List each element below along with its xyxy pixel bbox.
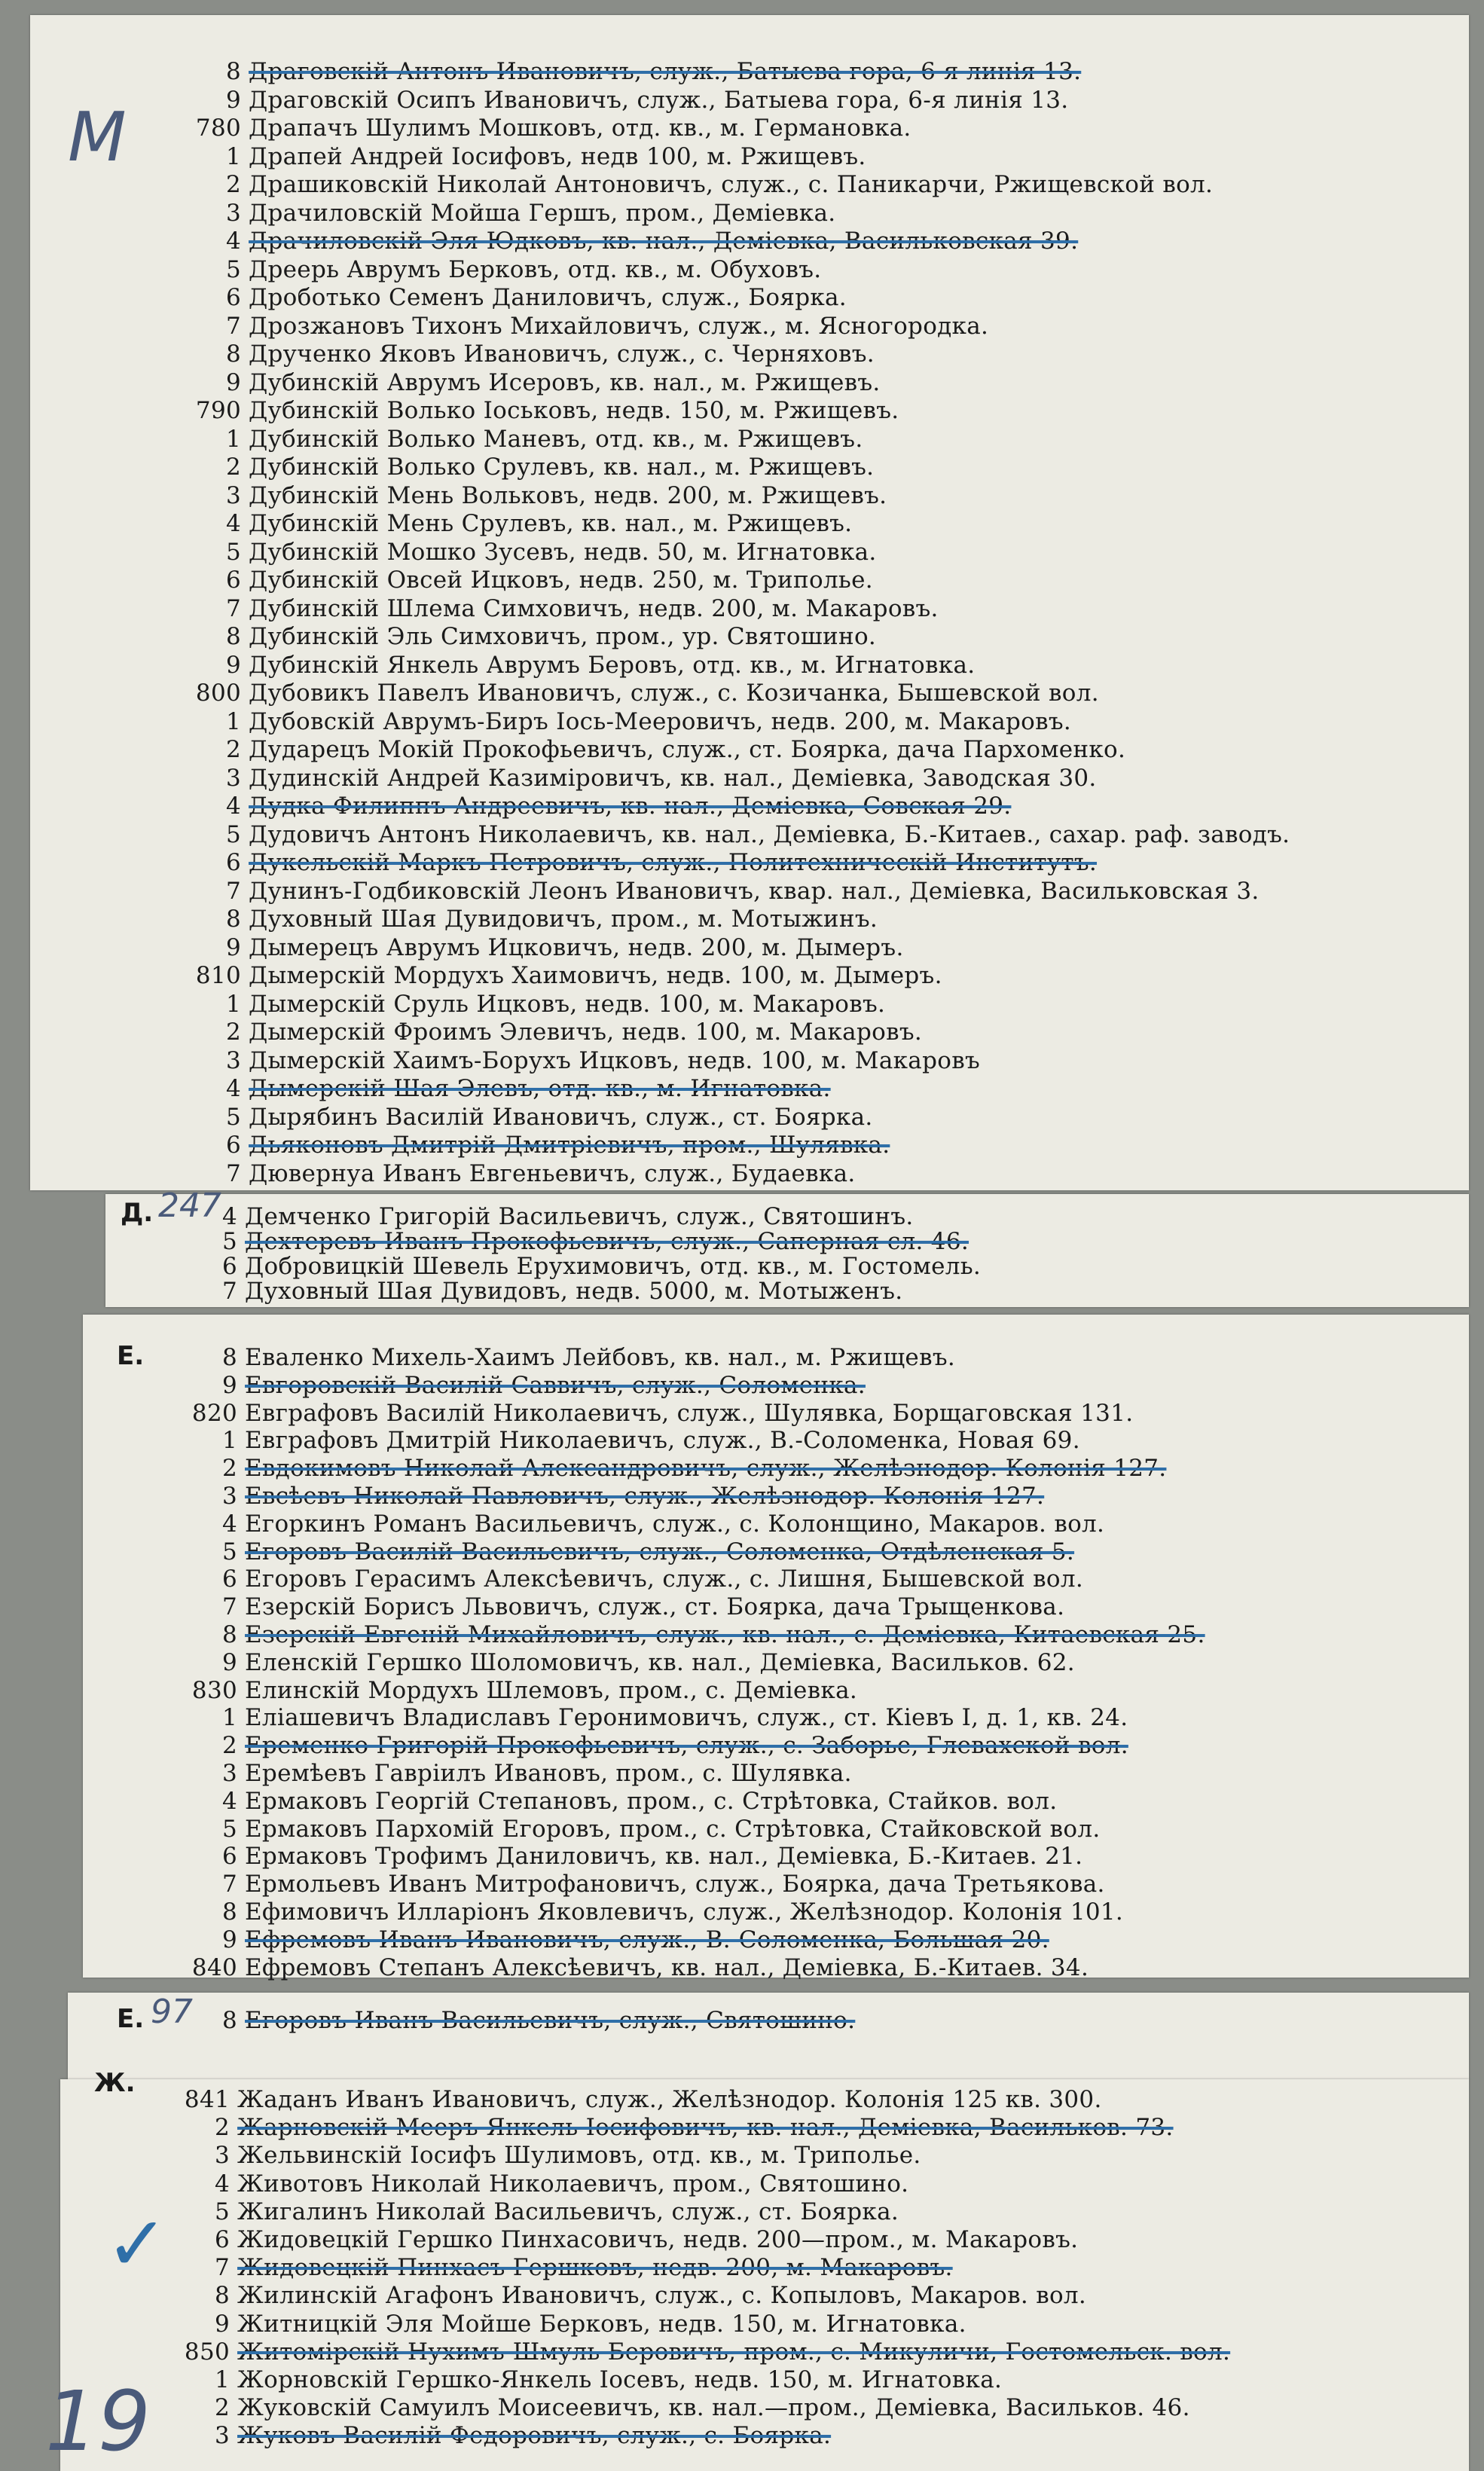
entry-number: 841: [184, 2086, 230, 2113]
check-mark: ✓: [105, 2200, 169, 2288]
entry-text: Дунинъ-Годбиковскій Леонъ Ивановичъ, квар. нал., Деміевка, Васильковская 3.: [249, 877, 1260, 905]
entry-text: Дымерскій Фроимъ Элевичъ, недв. 100, м. Макаровъ.: [249, 1019, 923, 1046]
entry-text: Драговскій Антонъ Ивановичъ, служ., Батыева гора, 6-я линія 13.: [249, 58, 1082, 85]
entry-text: Жуковъ Василій Федоровичъ, служ., с. Боярка.: [237, 2422, 832, 2450]
directory-entry: [173, 172, 1213, 198]
entry-number: 5: [214, 2198, 230, 2225]
entry-number: 8: [221, 1621, 237, 1648]
entry-text: Дудовичъ Антонъ Николаевичъ, кв. нал., Деміевка, Б.-Китаев., сахар. раф. заводъ.: [249, 820, 1290, 848]
entry-number: 6: [221, 1253, 237, 1280]
entry-text: Демченко Григорій Васильевичъ, служ., Святошинъ.: [245, 1203, 914, 1230]
entry-number: 6: [214, 2226, 230, 2253]
entry-number: 1: [214, 2366, 230, 2393]
entry-text: Дрозжановъ Тихонъ Михайловичъ, служ., м. Ясногородка.: [249, 312, 989, 340]
entry-number: 7: [225, 594, 241, 622]
entry-number: 6: [225, 284, 241, 311]
entry-number: 4: [225, 228, 241, 255]
directory-entry: [173, 228, 1078, 255]
directory-entry: [169, 1345, 955, 1371]
entry-number: 4: [225, 1075, 241, 1102]
entry-text: Дьяконовъ Дмитрій Дмитріевичъ, пром., Шулявка.: [249, 1132, 890, 1159]
directory-entry: [169, 1871, 1105, 1898]
entry-text: Дудинскій Андрей Казиміровичъ, кв. нал., Деміевка, Заводская 30.: [249, 764, 1097, 792]
entry-text: Жилинскій Агафонъ Ивановичъ, служ., с. Копыловъ, Макаров. вол.: [237, 2282, 1087, 2310]
directory-entry: [173, 1161, 856, 1187]
entry-text: Драпей Андрей Іосифовъ, недв 100, м. Ржищевъ.: [249, 142, 866, 170]
directory-entry: [173, 200, 835, 227]
entry-text: Дукельскій Маркъ Петровичъ, служ., Политехническій Институтъ.: [249, 849, 1098, 876]
handwritten-note-d: 247: [158, 1187, 221, 1225]
directory-entry: [169, 1705, 1128, 1731]
entry-number: 7: [225, 877, 241, 905]
entry-text: Дубинскій Мошко Зусевъ, недв. 50, м. Игнатовка.: [249, 538, 877, 566]
entry-number: 5: [225, 1103, 241, 1131]
entry-text: Духовный Шая Дувидовъ, недв. 5000, м. Мотыженъ.: [245, 1278, 903, 1305]
entry-text: Драшиковскій Николай Антоновичъ, служ., с. Паникарчи, Ржищевской вол.: [249, 171, 1214, 198]
page-sheet-addendum-e: [68, 1993, 1469, 2079]
entry-number: 8: [221, 2007, 237, 2034]
directory-entry: [169, 2008, 855, 2034]
entry-number: 3: [214, 2142, 230, 2170]
entry-number: 7: [225, 312, 241, 340]
entry-text: Евграфовъ Василій Николаевичъ, служ., Шулявка, Борщаговская 131.: [245, 1399, 1134, 1427]
entry-text: Дымерскій Хаимъ-Борухъ Ицковъ, недв. 100, м. Макаровъ: [249, 1046, 980, 1074]
directory-entry: [162, 2143, 921, 2169]
directory-entry: [162, 2171, 908, 2198]
directory-entry: [173, 59, 1081, 85]
directory-entry: [173, 850, 1097, 876]
directory-entry: [169, 1927, 1049, 1953]
entry-text: Ермаковъ Георгій Степановъ, пром., с. Стрѣтовка, Стайков. вол.: [245, 1787, 1058, 1815]
entry-number: 8: [225, 341, 241, 368]
entry-number: 810: [195, 962, 241, 989]
handwritten-note-e: 97: [151, 1993, 193, 2031]
directory-entry: [169, 1278, 902, 1305]
entry-text: Жидовецкій Гершко Пинхасовичъ, недв. 200—пром., м. Макаровъ.: [237, 2226, 1079, 2253]
entry-text: Дырябинъ Василій Ивановичъ, служ., ст. Боярка.: [249, 1103, 873, 1131]
entry-number: 8: [214, 2282, 230, 2310]
entry-number: 9: [225, 933, 241, 961]
entry-number: 820: [191, 1399, 237, 1427]
directory-entry: [173, 341, 875, 368]
directory-entry: [173, 454, 874, 481]
directory-entry: [173, 963, 942, 989]
entry-number: 8: [221, 1344, 237, 1371]
entry-number: 790: [195, 397, 241, 424]
directory-entry: [169, 1843, 1082, 1870]
entry-text: Добровицкій Шевель Ерухимовичъ, отд. кв., м. Гостомель.: [245, 1253, 982, 1280]
directory-entry: [173, 539, 877, 566]
entry-number: 7: [225, 1159, 241, 1187]
entry-number: 2: [221, 1455, 237, 1483]
directory-entry: [173, 483, 887, 509]
entry-number: 3: [225, 199, 241, 227]
directory-entry: [173, 115, 911, 142]
entry-text: Дудка Филиппъ Андреевичъ, кв. нал., Деміевка, Совская 29.: [249, 793, 1012, 820]
entry-number: 9: [214, 2310, 230, 2338]
entry-number: 9: [225, 651, 241, 679]
entry-text: Дреерь Аврумъ Берковъ, отд. кв., м. Обуховъ.: [249, 255, 822, 283]
entry-number: 9: [221, 1926, 237, 1953]
directory-entry: [173, 991, 885, 1018]
directory-entry: [173, 285, 847, 311]
directory-entry: [169, 1733, 1128, 1759]
entry-text: Дударецъ Мокій Прокофьевичъ, служ., ст. Боярка, дача Пархоменко.: [249, 736, 1126, 763]
entry-number: 1: [225, 990, 241, 1018]
entry-text: Драчиловскій Эля Юдковъ, кв. нал., Деміевка, Васильковская 39.: [249, 228, 1079, 255]
entry-number: 9: [221, 1648, 237, 1676]
directory-entry: [169, 1428, 1080, 1454]
directory-entry: [169, 1816, 1101, 1843]
entry-text: Елинскій Мордухъ Шлемовъ, пром., с. Деміевка.: [245, 1676, 858, 1704]
entry-text: Дубинскій Волько Маневъ, отд. кв., м. Ржищевъ.: [249, 425, 863, 453]
entry-text: Дубинскій Янкель Аврумъ Беровъ, отд. кв., м. Игнатовка.: [249, 651, 976, 679]
entry-text: Езерскій Борисъ Львовичъ, служ., ст. Боярка, дача Трыщенкова.: [245, 1593, 1065, 1621]
entry-text: Драпачъ Шулимъ Мошковъ, отд. кв., м. Германовка.: [249, 115, 911, 142]
entry-text: Ермольевъ Иванъ Митрофановичъ, служ., Боярка, дача Третьякова.: [245, 1871, 1105, 1898]
directory-entry: [169, 1594, 1064, 1620]
entry-text: Еремѣевъ Гавріилъ Ивановъ, пром., с. Шулявка.: [245, 1760, 852, 1787]
directory-entry: [173, 1048, 980, 1074]
entry-text: Дубинскій Волько Іоськовъ, недв. 150, м. Ржищевъ.: [249, 397, 899, 424]
directory-entry: [173, 1076, 831, 1102]
directory-entry: [173, 567, 873, 594]
entry-text: Драговскій Осипъ Ивановичъ, служ., Батыева гора, 6-я линія 13.: [249, 86, 1069, 114]
directory-entry: [169, 1483, 1044, 1510]
entry-number: 8: [225, 623, 241, 650]
directory-entry: [173, 596, 939, 622]
entry-number: 2: [225, 736, 241, 763]
entry-number: 4: [221, 1787, 237, 1815]
directory-entry: [173, 257, 821, 283]
entry-text: Друченко Яковъ Ивановичъ, служ., с. Черняховъ.: [249, 341, 875, 368]
entry-text: Житницкій Эля Мойше Берковъ, недв. 150, м. Игнатовка.: [237, 2310, 966, 2338]
directory-entry: [173, 313, 988, 340]
directory-entry: [173, 511, 852, 537]
entry-text: Егоркинъ Романъ Васильевичъ, служ., с. Колонщино, Макаров. вол.: [245, 1510, 1105, 1538]
entry-number: 1: [221, 1427, 237, 1455]
entry-number: 3: [225, 1046, 241, 1074]
entry-number: 5: [225, 538, 241, 566]
entry-text: Духовный Шая Дувидовичъ, пром., м. Мотыжинъ.: [249, 906, 878, 933]
entry-text: Евдокимовъ Николай Александровичъ, служ., Желѣзнодор. Колонія 127.: [245, 1455, 1167, 1483]
section-label-d-addendum: Д.: [121, 1198, 154, 1228]
entry-number: 7: [221, 1871, 237, 1898]
directory-entry: [173, 1104, 873, 1131]
directory-entry: [173, 370, 881, 396]
entry-text: Дубинскій Волько Срулевъ, кв. нал., м. Ржищевъ.: [249, 454, 875, 481]
directory-entry: [162, 2339, 1230, 2366]
directory-entry: [173, 1019, 922, 1046]
entry-number: 2: [225, 1019, 241, 1046]
entry-number: 9: [225, 368, 241, 396]
directory-entry: [169, 1955, 1089, 1981]
directory-entry: [173, 87, 1068, 114]
entry-text: Ефремовъ Иванъ Ивановичъ, служ., В.-Соломенка, Большая 20.: [245, 1926, 1049, 1953]
directory-entry: [169, 1204, 914, 1230]
directory-entry: [169, 1511, 1104, 1538]
entry-text: Жорновскій Гершко-Янкель Іосевъ, недв. 150, м. Игнатовка.: [237, 2366, 1003, 2393]
entry-number: 9: [225, 86, 241, 114]
directory-entry: [173, 144, 866, 170]
entry-text: Ермаковъ Трофимъ Даниловичъ, кв. нал., Деміевка, Б.-Китаев. 21.: [245, 1843, 1083, 1871]
entry-number: 8: [225, 906, 241, 933]
directory-entry: [169, 1566, 1083, 1593]
entry-number: 2: [225, 171, 241, 198]
entry-text: Еременко Григорій Прокофьевичъ, служ., с. Заборье, Глевахской вол.: [245, 1732, 1128, 1760]
entry-number: 3: [221, 1483, 237, 1510]
directory-entry: [169, 1254, 981, 1280]
entry-number: 8: [225, 58, 241, 85]
directory-entry: [173, 737, 1125, 763]
directory-entry: [169, 1678, 857, 1704]
entry-number: 5: [225, 820, 241, 848]
entry-number: 2: [214, 2114, 230, 2142]
entry-number: 5: [221, 1815, 237, 1843]
directory-entry: [169, 1229, 969, 1255]
entry-text: Егоровъ Василій Васильевичъ, служ., Соломенка, Отдѣленская 5.: [245, 1538, 1075, 1565]
entry-text: Дымерскій Сруль Ицковъ, недв. 100, м. Макаровъ.: [249, 990, 886, 1018]
directory-entry: [169, 1650, 1075, 1676]
entry-text: Дубинскій Мень Вольковъ, недв. 200, м. Ржищевъ.: [249, 481, 887, 509]
entry-text: Дымерскій Мордухъ Хаимовичъ, недв. 100, м. Дымеръ.: [249, 962, 942, 989]
directory-entry: [173, 906, 878, 933]
entry-number: 2: [221, 1732, 237, 1760]
entry-number: 9: [221, 1371, 237, 1399]
margin-note-bottom: 19: [45, 2373, 151, 2469]
entry-text: Евгоровскій Василій Саввичъ, служ., Соломенка.: [245, 1371, 866, 1399]
entry-text: Ефимовичъ Илларіонъ Яковлевичъ, служ., Желѣзнодор. Колонія 101.: [245, 1898, 1124, 1926]
entry-number: 840: [191, 1953, 237, 1981]
directory-entry: [162, 2283, 1086, 2309]
entry-text: Дубовикъ Павелъ Ивановичъ, служ., с. Козичанка, Бышевской вол.: [249, 680, 1099, 707]
entry-text: Дубинскій Эль Симховичъ, пром., ур. Святошино.: [249, 623, 877, 650]
directory-entry: [162, 2227, 1078, 2253]
entry-number: 4: [225, 793, 241, 820]
entry-number: 850: [184, 2338, 230, 2366]
entry-number: 5: [225, 255, 241, 283]
entry-text: Еваленко Михель-Хаимъ Лейбовъ, кв. нал., м. Ржищевъ.: [245, 1344, 956, 1371]
entry-text: Ефремовъ Степанъ Алексѣевичъ, кв. нал., Деміевка, Б.-Китаев. 34.: [245, 1953, 1089, 1981]
entry-number: 1: [225, 142, 241, 170]
directory-entry: [173, 398, 899, 424]
entry-number: 3: [214, 2422, 230, 2450]
directory-entry: [169, 1761, 852, 1787]
entry-text: Евсѣевъ Николай Павловичъ, служ., Желѣзнодор. Колонія 127.: [245, 1483, 1045, 1510]
entry-number: 8: [221, 1898, 237, 1926]
directory-entry: [162, 2423, 831, 2449]
entry-number: 4: [221, 1510, 237, 1538]
margin-note-top: M: [68, 98, 127, 177]
directory-entry: [173, 793, 1011, 820]
entry-number: 800: [195, 680, 241, 707]
entry-number: 3: [225, 481, 241, 509]
entry-number: 4: [221, 1203, 237, 1230]
directory-entry: [162, 2395, 1190, 2421]
directory-entry: [173, 709, 1071, 735]
entry-number: 6: [225, 1132, 241, 1159]
entry-text: Дубинскій Шлема Симховичъ, недв. 200, м. Макаровъ.: [249, 594, 939, 622]
entry-number: 4: [214, 2170, 230, 2198]
directory-entry: [169, 1899, 1123, 1926]
directory-entry: [162, 2311, 966, 2338]
directory-entry: [162, 2367, 1002, 2393]
entry-text: Егоровъ Иванъ Васильевичъ, служ., Святошино.: [245, 2007, 856, 2034]
directory-entry: [169, 1622, 1205, 1648]
directory-entry: [173, 426, 863, 453]
directory-entry: [173, 878, 1260, 905]
entry-text: Дымерецъ Аврумъ Ицковичъ, недв. 200, м. Дымеръ.: [249, 933, 904, 961]
entry-number: 6: [221, 1565, 237, 1593]
entry-number: 2: [214, 2394, 230, 2422]
directory-entry: [169, 1400, 1133, 1427]
directory-entry: [169, 1455, 1166, 1482]
entry-number: 3: [225, 764, 241, 792]
directory-entry: [173, 1132, 890, 1159]
entry-number: 1: [225, 425, 241, 453]
directory-entry: [162, 2199, 899, 2225]
entry-number: 6: [221, 1843, 237, 1871]
entry-text: Жуковскій Самуилъ Моисеевичъ, кв. нал.—пром., Деміевка, Васильков. 46.: [237, 2394, 1190, 2422]
directory-entry: [173, 680, 1099, 707]
entry-text: Дроботько Семенъ Даниловичъ, служ., Боярка.: [249, 284, 847, 311]
entry-number: 3: [221, 1760, 237, 1787]
entry-number: 830: [191, 1676, 237, 1704]
entry-number: 7: [221, 1593, 237, 1621]
entry-number: 780: [195, 115, 241, 142]
entry-number: 1: [225, 707, 241, 735]
directory-entry: [173, 624, 876, 650]
entry-text: Егоровъ Герасимъ Алексѣевичъ, служ., с. Лишня, Бышевской вол.: [245, 1565, 1083, 1593]
directory-entry: [173, 822, 1290, 848]
directory-entry: [169, 1539, 1074, 1565]
entry-text: Жидовецкій Пинхасъ Гершковъ, недв. 200, м. Макаровъ.: [237, 2254, 953, 2282]
entry-text: Дювернуа Иванъ Евгеньевичъ, служ., Будаевка.: [249, 1159, 856, 1187]
section-label-zh: Ж.: [94, 2068, 136, 2098]
entry-text: Дехтеревъ Иванъ Прокофьевичъ, служ., Саперная сл. 46.: [245, 1228, 969, 1255]
entry-text: Жаданъ Иванъ Ивановичъ, служ., Желѣзнодор. Колонія 125 кв. 300.: [237, 2086, 1102, 2113]
entry-number: 6: [225, 567, 241, 594]
directory-entry: [173, 935, 904, 961]
entry-number: 5: [221, 1228, 237, 1255]
directory-entry: [162, 2255, 953, 2281]
entry-text: Ермаковъ Пархомій Егоровъ, пром., с. Стрѣтовка, Стайковской вол.: [245, 1815, 1101, 1843]
entry-text: Дубинскій Мень Срулевъ, кв. нал., м. Ржищевъ.: [249, 510, 853, 537]
directory-entry: [162, 2115, 1174, 2141]
entry-text: Жарновскій Мееръ-Янкель Іосифовичъ, кв. нал., Деміевка, Васильков. 73.: [237, 2114, 1174, 2142]
entry-text: Житомірскій Нухимъ-Шмуль Беровичъ, пром., с. Микуличи, Гостомельск. вол.: [237, 2338, 1231, 2366]
entry-number: 1: [221, 1704, 237, 1732]
entry-text: Дубовскій Аврумъ-Биръ Іось-Мееровичъ, недв. 200, м. Макаровъ.: [249, 707, 1072, 735]
entry-text: Еліашевичъ Владиславъ Геронимовичъ, служ., ст. Кіевъ I, д. 1, кв. 24.: [245, 1704, 1128, 1732]
entry-number: 2: [225, 454, 241, 481]
section-label-e-addendum: Е.: [117, 2004, 145, 2034]
directory-entry: [169, 1788, 1057, 1815]
entry-text: Дымерскій Шая Элевъ, отд. кв., м. Игнатовка.: [249, 1075, 831, 1102]
directory-entry: [169, 1373, 866, 1399]
entry-text: Животовъ Николай Николаевичъ, пром., Святошино.: [237, 2170, 909, 2198]
entry-text: Жигалинъ Николай Васильевичъ, служ., ст. Боярка.: [237, 2198, 899, 2225]
entry-number: 4: [225, 510, 241, 537]
entry-text: Евграфовъ Дмитрій Николаевичъ, служ., В.-Соломенка, Новая 69.: [245, 1427, 1080, 1455]
entry-number: 7: [221, 1278, 237, 1305]
entry-text: Дубинскій Аврумъ Исеровъ, кв. нал., м. Ржищевъ.: [249, 368, 881, 396]
entry-text: Езерскій Евгеній Михайловичъ, служ., кв. нал., с. Деміевка, Китаевская 25.: [245, 1621, 1205, 1648]
entry-text: Дубинскій Овсей Ицковъ, недв. 250, м. Триполье.: [249, 567, 873, 594]
entry-number: 7: [214, 2254, 230, 2282]
entry-number: 5: [221, 1538, 237, 1565]
entry-text: Драчиловскій Мойша Гершъ, пром., Деміевка.: [249, 199, 836, 227]
directory-entry: [173, 765, 1097, 792]
entry-text: Еленскій Гершко Шоломовичъ, кв. нал., Деміевка, Васильков. 62.: [245, 1648, 1075, 1676]
section-label-e: Е.: [117, 1341, 145, 1371]
directory-entry: [162, 2087, 1102, 2113]
entry-text: Жельвинскій Іосифъ Шулимовъ, отд. кв., м. Триполье.: [237, 2142, 921, 2170]
entry-number: 6: [225, 849, 241, 876]
directory-entry: [173, 652, 975, 679]
